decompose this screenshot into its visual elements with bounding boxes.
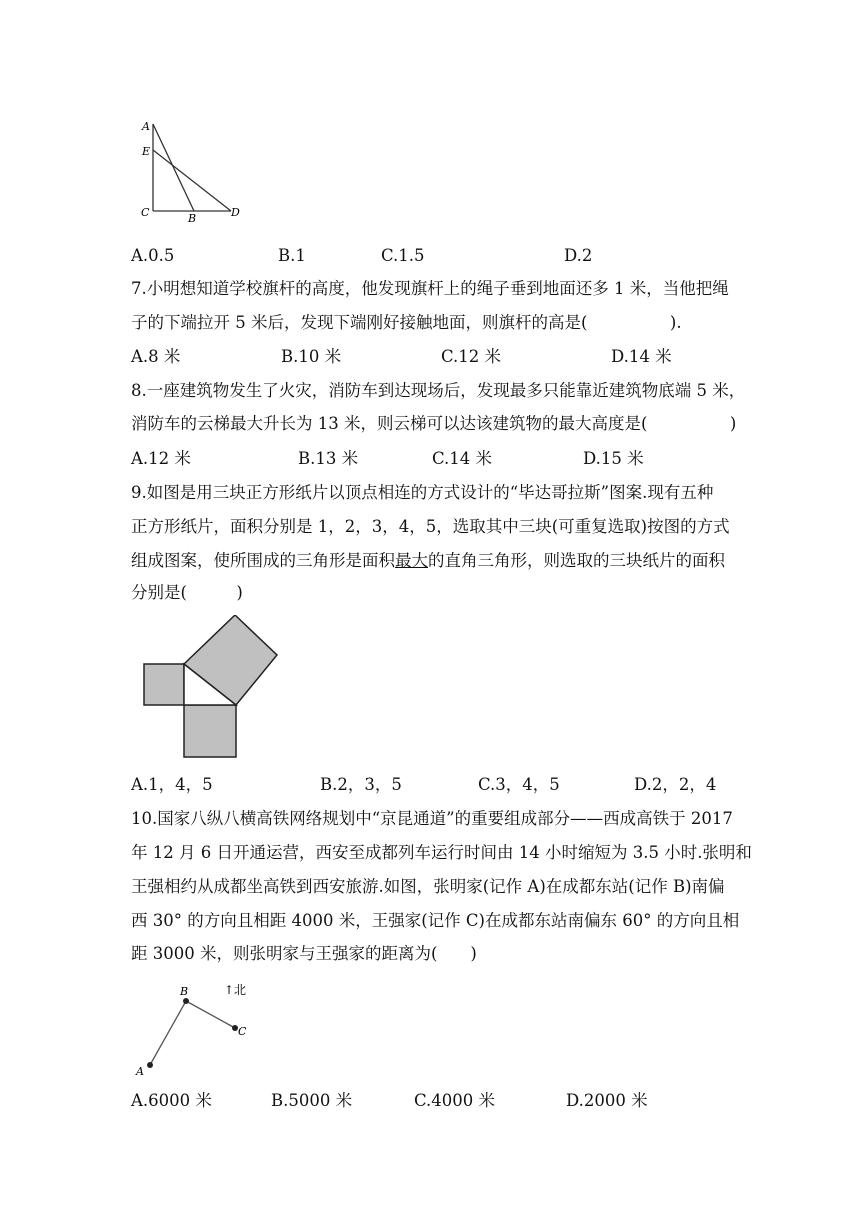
q6-triangle-figure: [130, 112, 255, 227]
q10-line-3: 王强相约从成都坐高铁到西安旅游.如图，张明家(记作 A)在成都东站(记作 B)南偏: [131, 877, 725, 896]
q8-option-b: B.13 米: [298, 449, 359, 468]
point-b: [183, 998, 189, 1004]
q6-option-d: D.2: [564, 246, 593, 265]
q9-line-3-post: 的直角三角形，则选取的三块纸片的面积: [428, 551, 725, 570]
q10-option-b: B.5000 米: [271, 1091, 353, 1110]
q10-option-c: C.4000 米: [414, 1091, 496, 1110]
q10-line-5: 距 3000 米，则张明家与王强家的距离为( ): [131, 944, 477, 963]
q9-option-d: D.2，2，4: [634, 775, 717, 794]
q7-option-d: D.14 米: [611, 347, 672, 366]
q9-line-3: [131, 553, 725, 570]
q8-line-1: 8.一座建筑物发生了火灾，消防车到达现场后，发现最多只能靠近建筑物底端 5 米，: [131, 381, 746, 400]
q10-line-2: 年 12 月 6 日开通运营，西安至成都列车运行时间由 14 小时缩短为 3.5 小时.张明和: [131, 843, 752, 862]
q7-line-1: 7.小明想知道学校旗杆的高度，他发现旗杆上的绳子垂到地面还多 1 米，当他把绳: [131, 279, 729, 298]
q9-line-4: 分别是( ): [131, 583, 243, 602]
q9-line-3-pre: 组成图案，使所围成的三角形是面积: [131, 551, 395, 570]
q6-option-c: C.1.5: [381, 246, 425, 265]
q9-line-2: 正方形纸片，面积分别是 1，2，3，4，5，选取其中三块(可重复选取)按图的方式: [131, 517, 730, 536]
q9-underlined-word: 最大: [395, 551, 428, 570]
point-a: [147, 1062, 153, 1068]
q10-map-figure: [130, 975, 255, 1080]
north-arrow-label: ↑北: [224, 983, 247, 997]
segment-ed: [153, 150, 231, 211]
segment-ab: [153, 124, 194, 211]
q9-pythagoras-figure: [140, 615, 285, 765]
q6-option-a: A.0.5: [131, 246, 175, 265]
q9-line-1: 9.如图是用三块正方形纸片以顶点相连的方式设计的“毕达哥拉斯”图案.现有五种: [131, 483, 714, 502]
q7-line-2: 子的下端拉开 5 米后，发现下端刚好接触地面，则旗杆的高是( ).: [131, 313, 682, 332]
q10-line-4: 西 30° 的方向且相距 4000 米，王强家(记作 C)在成都东站南偏东 60° 的方向且相: [131, 911, 740, 930]
label-a: A: [136, 1065, 144, 1078]
leg-square-left: [144, 664, 184, 705]
q10-line-1: 10.国家八纵八横高铁网络规划中“京昆通道”的重要组成部分——西成高铁于 2017: [131, 809, 733, 828]
q6-option-b: B.1: [278, 246, 306, 265]
segment-bc: [186, 1001, 235, 1028]
q9-option-c: C.3，4，5: [478, 775, 560, 794]
q7-option-c: C.12 米: [441, 347, 502, 366]
q8-option-d: D.15 米: [583, 449, 644, 468]
q8-option-c: C.14 米: [432, 449, 493, 468]
label-c: C: [141, 206, 150, 219]
q7-option-a: A.8 米: [131, 347, 181, 366]
q7-option-b: B.10 米: [281, 347, 342, 366]
q10-option-d: D.2000 米: [566, 1091, 648, 1110]
q9-option-a: A.1，4，5: [131, 775, 213, 794]
label-e: E: [142, 145, 151, 158]
label-a: A: [142, 120, 150, 133]
segment-ab: [150, 1001, 186, 1065]
label-b: B: [180, 985, 189, 998]
label-d: D: [231, 206, 240, 219]
label-c: C: [238, 1025, 247, 1038]
label-b: B: [188, 212, 197, 225]
q8-option-a: A.12 米: [131, 449, 191, 468]
q10-option-a: A.6000 米: [131, 1091, 212, 1110]
q9-option-b: B.2，3，5: [320, 775, 402, 794]
q8-line-2: 消防车的云梯最大升长为 13 米，则云梯可以达该建筑物的最大高度是( ): [131, 414, 737, 433]
leg-square-bottom: [184, 705, 236, 757]
